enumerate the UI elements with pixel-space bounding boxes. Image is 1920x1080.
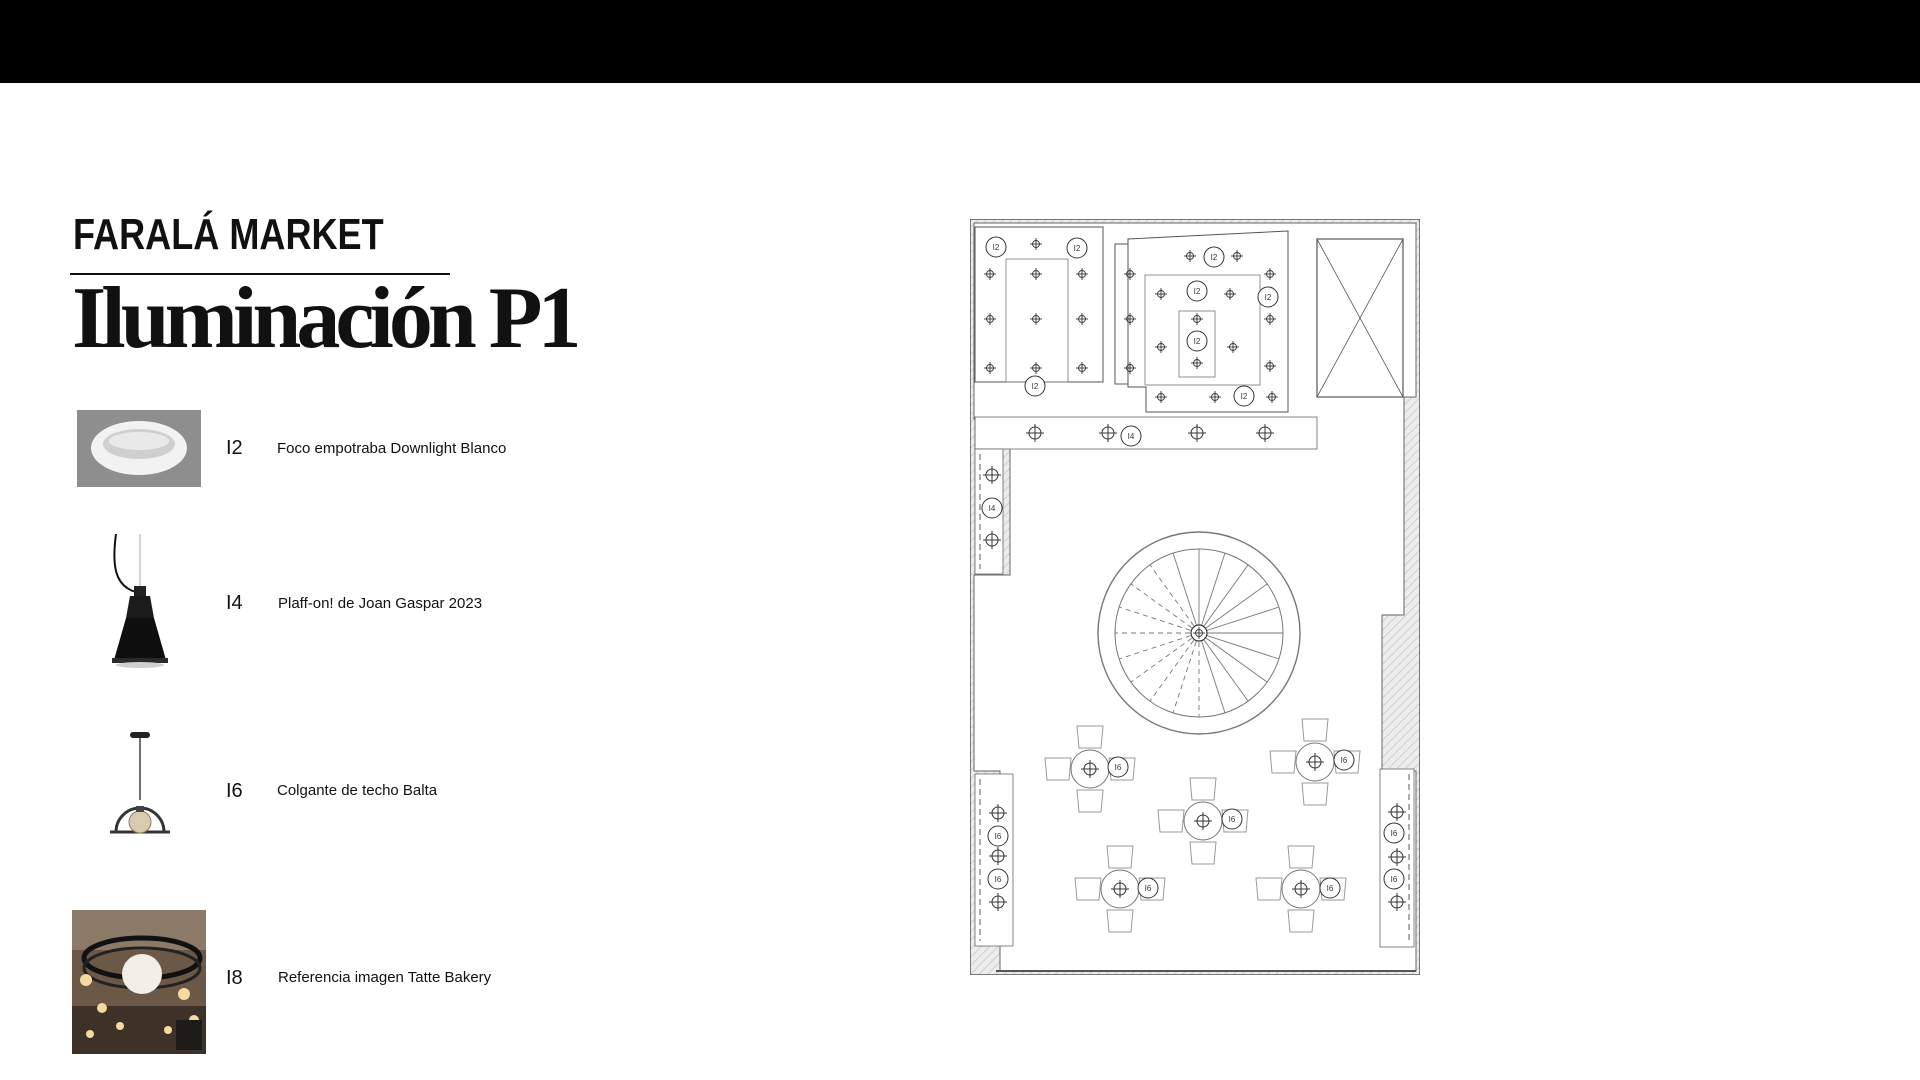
ring-pendant-thumbnail	[104, 728, 176, 848]
tag-i6: I6	[1326, 884, 1334, 893]
tag-i2: I2	[1264, 293, 1272, 302]
tag-i6: I6	[1390, 875, 1398, 884]
tatte-bakery-reference-photo	[72, 910, 206, 1054]
tag-i2: I2	[1031, 382, 1039, 391]
tag-i6: I6	[1390, 829, 1398, 838]
downlight-thumbnail	[77, 410, 201, 487]
page-title: Iluminación P1	[72, 270, 577, 367]
tag-i4: I4	[988, 504, 996, 513]
tag-i4: I4	[1127, 432, 1135, 441]
tag-i6: I6	[994, 875, 1002, 884]
legend-desc-i2: Foco empotraba Downlight Blanco	[277, 440, 507, 457]
tag-i2: I2	[1193, 287, 1201, 296]
tag-i6: I6	[1340, 756, 1348, 765]
tag-i6: I6	[1228, 815, 1236, 824]
brand-title: FARALÁ MARKET	[73, 210, 384, 259]
tag-i2: I2	[992, 243, 1000, 252]
tag-i6: I6	[994, 832, 1002, 841]
tag-i2: I2	[1193, 337, 1201, 346]
legend-desc-i6: Colgante de techo Balta	[277, 782, 438, 799]
legend-desc-i4: Plaff-on! de Joan Gaspar 2023	[278, 595, 483, 612]
lighting-floor-plan	[970, 219, 1420, 975]
legend-code-i2: I2	[226, 437, 243, 459]
legend-code-i6: I6	[226, 780, 243, 802]
tag-i2: I2	[1073, 244, 1081, 253]
black-pendant-thumbnail	[100, 534, 180, 672]
spiral-staircase	[1098, 532, 1300, 734]
legend-desc-i8: Referencia imagen Tatte Bakery	[278, 969, 492, 986]
tag-i6: I6	[1114, 763, 1122, 772]
tag-i6: I6	[1144, 884, 1152, 893]
tag-i2: I2	[1240, 392, 1248, 401]
legend-code-i4: I4	[226, 592, 243, 614]
tag-i2: I2	[1210, 253, 1218, 262]
legend-code-i8: I8	[226, 967, 243, 989]
top-bar	[0, 0, 1920, 83]
